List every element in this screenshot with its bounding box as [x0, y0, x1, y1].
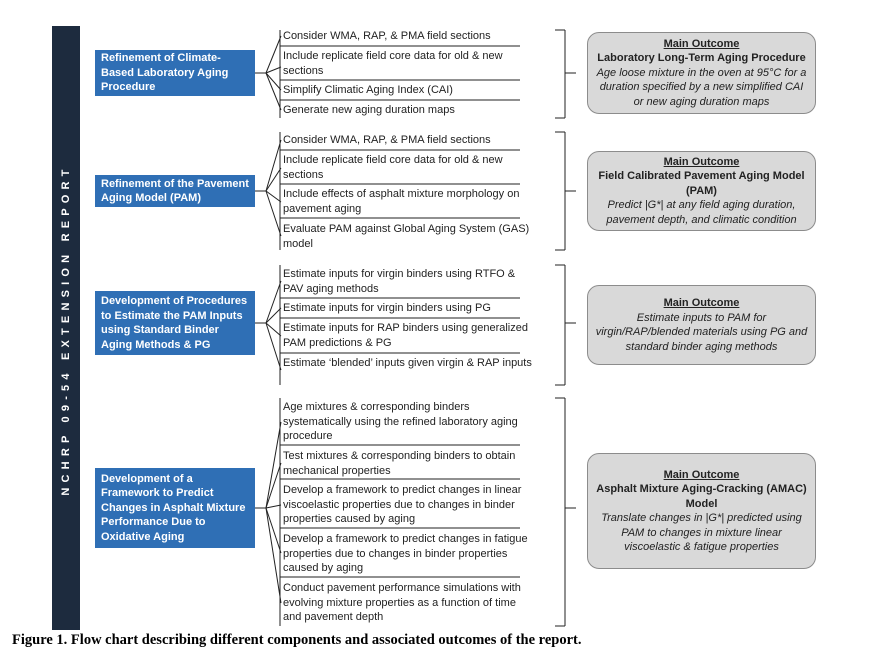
- outcome-description: Translate changes in |G*| predicted using PAM to changes in mixture linear viscoelastic & fatigue properties: [601, 512, 802, 553]
- outcome-box-3: [587, 285, 816, 365]
- outcome-title: Field Calibrated Pavement Aging Model (PAM): [598, 170, 805, 197]
- task-3-4: Estimate ‘blended’ inputs given virgin & RAP inputs: [283, 357, 532, 369]
- task-4-3: Develop a framework to predict changes in linear viscoelastic properties due to changes in binder properties caused by aging: [283, 484, 522, 525]
- sidebar-label: NCHRP 09-54 EXTENSION REPORT: [60, 164, 72, 496]
- task-1-1: Consider WMA, RAP, & PMA field sections: [283, 30, 491, 42]
- component-box-pam-refinement: Refinement of the Pavement Aging Model (PAM): [95, 175, 255, 207]
- outcome-heading: Main Outcome: [663, 155, 740, 168]
- outcome-box-2: [587, 151, 816, 231]
- task-1-3: Simplify Climatic Aging Index (CAI): [283, 84, 453, 96]
- fan-line: [266, 73, 281, 110]
- component-box-climate-aging: Refinement of Climate- Based Laboratory Aging Procedure: [95, 50, 255, 96]
- component-box-pam-inputs: Development of Procedures to Estimate the PAM Inputs using Standard Binder Aging Methods & PG: [95, 291, 255, 355]
- fan-line: [266, 281, 281, 323]
- task-4-2: Test mixtures & corresponding binders to obtain mechanical properties: [283, 450, 516, 477]
- task-3-3: Estimate inputs for RAP binders using generalized PAM predictions & PG: [283, 322, 528, 349]
- task-4-1: Age mixtures & corresponding binders systematically using the refined laboratory aging procedure: [283, 401, 518, 442]
- task-4-5: Conduct pavement performance simulations with evolving mixture properties as a function of time and pavement depth: [283, 582, 521, 623]
- figure-caption: Figure 1. Flow chart describing different components and associated outcomes of the report.: [12, 632, 582, 648]
- outcome-box-4: [587, 453, 816, 569]
- outcome-title: Laboratory Long-Term Aging Procedure: [597, 52, 806, 65]
- fan-line: [266, 140, 281, 191]
- outcome-box-1: [587, 32, 816, 114]
- task-2-4: Evaluate PAM against Global Aging System (GAS) model: [283, 223, 530, 250]
- outcome-heading: Main Outcome: [663, 297, 740, 309]
- fan-line: [266, 191, 281, 236]
- fan-line: [266, 508, 281, 603]
- task-3-2: Estimate inputs for virgin binders using PG: [283, 302, 491, 314]
- task-2-1: Consider WMA, RAP, & PMA field sections: [283, 134, 491, 146]
- fan-line: [266, 508, 281, 553]
- fan-line: [266, 422, 281, 508]
- task-3-1: Estimate inputs for virgin binders using RTFO & PAV aging methods: [283, 268, 516, 295]
- outcome-description: Age loose mixture in the oven at 95°C for a duration specified by a new simplified CAI or new aging duration maps: [596, 66, 807, 108]
- outcome-title: Asphalt Mixture Aging-Cracking (AMAC) Model: [596, 483, 807, 510]
- task-1-4: Generate new aging duration maps: [283, 104, 455, 116]
- outcome-heading: Main Outcome: [663, 468, 740, 481]
- outcome-description: Predict |G*| at any field aging duration, pavement depth, and climatic condition: [606, 199, 797, 226]
- component-box-performance-framework: Development of a Framework to Predict Changes in Asphalt Mixture Performance Due to Oxidative Aging: [95, 468, 255, 548]
- task-1-2: Include replicate field core data for old & new sections: [283, 50, 503, 77]
- fan-line: [266, 463, 281, 508]
- fan-line: [266, 168, 281, 191]
- task-4-4: Develop a framework to predict changes in fatigue properties due to changes in binder properties caused by aging: [283, 533, 528, 574]
- outcome-description: Estimate inputs to PAM for virgin/RAP/blended materials using PG and standard binder aging methods: [595, 311, 808, 353]
- fan-line: [266, 73, 281, 90]
- task-2-3: Include effects of asphalt mixture morphology on pavement aging: [283, 188, 520, 215]
- fan-line: [266, 505, 281, 508]
- task-2-2: Include replicate field core data for old & new sections: [283, 154, 503, 181]
- outcome-heading: Main Outcome: [663, 37, 740, 50]
